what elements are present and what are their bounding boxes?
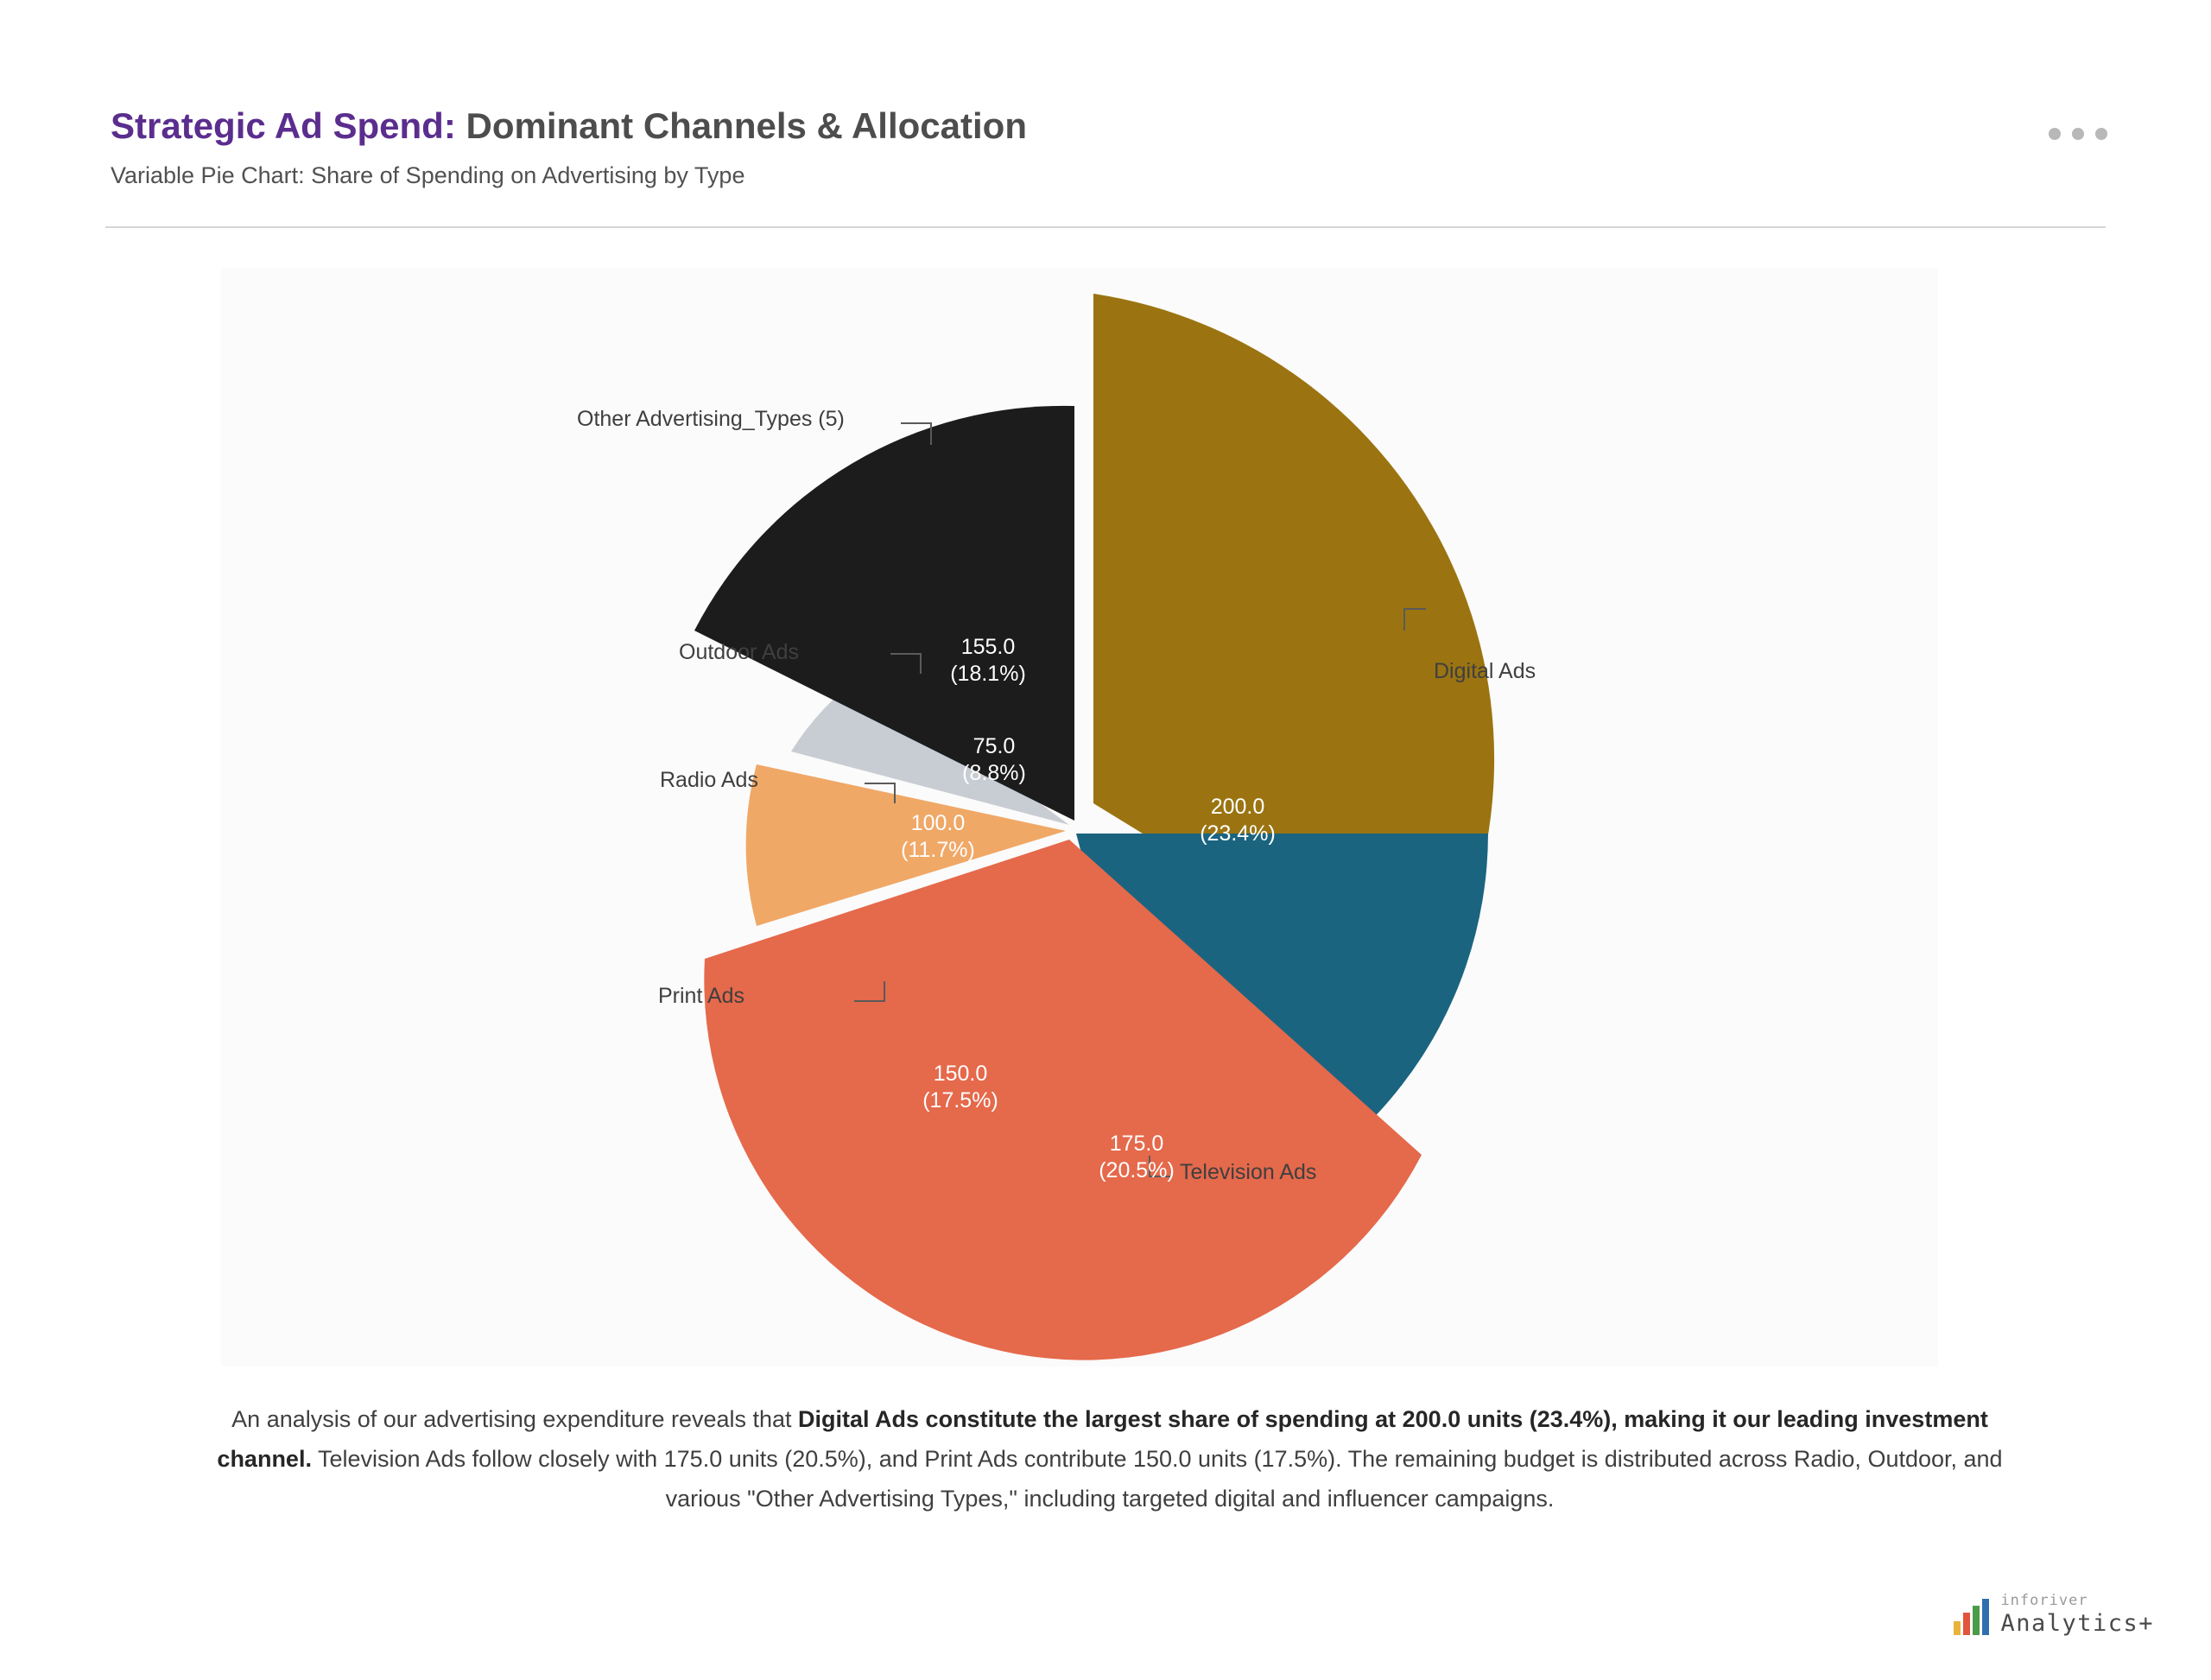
slice-value-print-ads-number: 150.0 (933, 1062, 988, 1086)
logo-bar-1 (1954, 1621, 1961, 1635)
inforiver-logo (1954, 1594, 2154, 1635)
category-label-other-advertising-types: Other Advertising_Types (5) (577, 407, 845, 431)
page-title-rest: Dominant Channels & Allocation (455, 105, 1027, 146)
logo-wordmark (2000, 1594, 2154, 1635)
header-divider (105, 226, 2106, 228)
page-subtitle: Variable Pie Chart: Share of Spending on Advertising by Type (111, 162, 745, 188)
slice-value-other-number: 155.0 (960, 635, 1016, 659)
logo-main-text: Analytics+ (2000, 1610, 2154, 1637)
kebab-menu-icon[interactable] (2049, 128, 2107, 140)
kebab-dot-1 (2049, 128, 2061, 140)
category-label-radio-ads: Radio Ads (660, 768, 758, 792)
header (111, 104, 2097, 190)
category-label-outdoor-ads: Outdoor Ads (679, 640, 799, 664)
pie-chart (221, 268, 1938, 1366)
slice-value-television-ads-number: 175.0 (1109, 1132, 1164, 1156)
pie-chart-svg (221, 268, 1938, 1366)
slice-value-digital-ads-number: 200.0 (1210, 795, 1265, 819)
kebab-dot-3 (2095, 128, 2107, 140)
bar-chart-icon (1954, 1599, 1990, 1635)
narrative-part-1: An analysis of our advertising expenditure reveals that (231, 1406, 799, 1432)
slice-value-outdoor-ads-number: 75.0 (972, 734, 1016, 758)
slice-value-print-ads-percent: (17.5%) (922, 1088, 998, 1113)
logo-top-text: inforiver (2000, 1592, 2088, 1609)
category-label-television-ads: Television Ads (1180, 1160, 1317, 1184)
narrative-bold-1: Digital Ads constitute the largest share of spending at 200.0 units (23.4%), making it our leading investment channel. (217, 1406, 1988, 1472)
slice-value-television-ads-percent: (20.5%) (1099, 1158, 1175, 1182)
slice-value-radio-ads-number: 100.0 (910, 811, 966, 835)
logo-bar-3 (1973, 1606, 1980, 1635)
narrative-text (181, 1399, 2038, 1518)
logo-bar-4 (1982, 1599, 1989, 1635)
slice-value-digital-ads-percent: (23.4%) (1200, 821, 1276, 846)
slice-value-radio-ads-percent: (11.7%) (901, 838, 975, 862)
category-label-print-ads: Print Ads (658, 984, 745, 1008)
narrative-part-2: Television Ads follow closely with 175.0 units (20.5%), and Print Ads contribute 150.0 units (17.5%). The remaining budget is distributed across Radio, Outdoor, and various "Other Advertising Types," including targeted digital and influencer campaigns. (311, 1446, 2003, 1512)
slice-value-other-percent: (18.1%) (950, 662, 1026, 686)
chart-panel (221, 268, 1938, 1366)
page-title (111, 104, 2097, 149)
category-label-digital-ads: Digital Ads (1434, 659, 1536, 683)
logo-bar-2 (1963, 1613, 1970, 1635)
kebab-dot-2 (2072, 128, 2084, 140)
slice-value-outdoor-ads-percent: (8.8%) (962, 761, 1026, 785)
page-title-accent: Strategic Ad Spend: (111, 105, 456, 146)
